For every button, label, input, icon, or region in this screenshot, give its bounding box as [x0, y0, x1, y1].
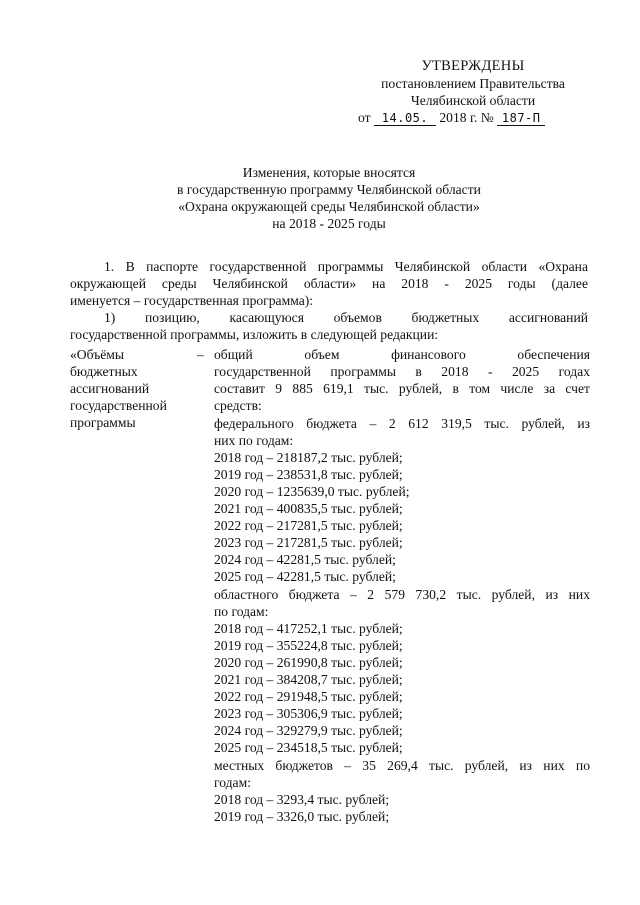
regional-year-2018: 2018 год – 417252,1 тыс. рублей; — [214, 621, 403, 636]
paragraph-1 — [70, 258, 588, 309]
approval-block — [358, 58, 588, 126]
from-label: от — [358, 110, 371, 125]
regional-year-2024: 2024 год – 329279,9 тыс. рублей; — [214, 723, 403, 738]
left-line-3: ассигнований — [70, 381, 150, 396]
federal-year-2020: 2020 год – 1235639,0 тыс. рублей; — [214, 484, 410, 499]
federal-year-2022: 2022 год – 217281,5 тыс. рублей; — [214, 518, 403, 533]
federal-year-2023: 2023 год – 217281,5 тыс. рублей; — [214, 535, 403, 550]
heading-line-2: в государственную программу Челябинской области — [177, 182, 481, 197]
regional-year-2019: 2019 год – 355224,8 тыс. рублей; — [214, 638, 403, 653]
approval-date: 14.05. — [374, 112, 436, 126]
para1-line-3: именуется – государственная программа): — [70, 293, 314, 308]
regional-year-2023: 2023 год – 305306,9 тыс. рублей; — [214, 706, 403, 721]
approval-date-line — [358, 109, 588, 126]
table-dash: – — [197, 347, 204, 362]
heading-line-3: «Охрана окружающей среды Челябинской области» — [178, 199, 480, 214]
regional-line-1: областного бюджета – 2 579 730,2 тыс. рублей, из них — [214, 587, 590, 602]
federal-year-2024: 2024 год – 42281,5 тыс. рублей; — [214, 552, 396, 567]
heading-line-1: Изменения, которые вносятся — [242, 165, 416, 180]
local-year-2018: 2018 год – 3293,4 тыс. рублей; — [214, 792, 390, 807]
local-line-2: годам: — [214, 775, 251, 790]
total-line-3: составит 9 885 619,1 тыс. рублей, в том числе за счет — [214, 381, 590, 396]
para1-line-2: окружающей среды Челябинской области» на 2018 - 2025 годы (далее — [70, 276, 588, 291]
approval-number: 187-П — [497, 112, 545, 126]
regional-year-2025: 2025 год – 234518,5 тыс. рублей; — [214, 740, 403, 755]
document-heading — [70, 164, 588, 232]
federal-year-2025: 2025 год – 42281,5 тыс. рублей; — [214, 569, 396, 584]
federal-year-2018: 2018 год – 218187,2 тыс. рублей; — [214, 450, 403, 465]
federal-line-2: них по годам: — [214, 433, 294, 448]
left-line-5: программы — [70, 415, 136, 430]
table-right-column — [214, 346, 590, 825]
approval-line-1: постановлением Правительства — [381, 76, 565, 91]
regional-line-2: по годам: — [214, 604, 269, 619]
left-line-2: бюджетных — [70, 364, 138, 379]
paragraph-2 — [70, 309, 588, 343]
total-line-2: государственной программы в 2018 - 2025 годах — [214, 364, 590, 379]
federal-year-2021: 2021 год – 400835,5 тыс. рублей; — [214, 501, 403, 516]
heading-line-4: на 2018 - 2025 годы — [272, 216, 386, 231]
left-line-1: «Объёмы — [70, 347, 124, 362]
local-year-2019: 2019 год – 3326,0 тыс. рублей; — [214, 809, 390, 824]
para2-line-2: государственной программы, изложить в следующей редакции: — [70, 327, 439, 342]
local-line-1: местных бюджетов – 35 269,4 тыс. рублей, из них по — [214, 758, 590, 773]
regional-year-2022: 2022 год – 291948,5 тыс. рублей; — [214, 689, 403, 704]
regional-year-2020: 2020 год – 261990,8 тыс. рублей; — [214, 655, 403, 670]
left-line-4: государственной — [70, 398, 167, 413]
para1-line-1: 1. В паспорте государственной программы Челябинской области «Охрана — [104, 259, 588, 274]
approval-line-2: Челябинской области — [410, 93, 536, 108]
para2-line-1: 1) позицию, касающуюся объемов бюджетных ассигнований — [104, 310, 588, 325]
total-line-1: общий объем финансового обеспечения — [214, 347, 590, 362]
table-left-column — [70, 346, 205, 431]
regional-year-2021: 2021 год – 384208,7 тыс. рублей; — [214, 672, 403, 687]
federal-line-1: федерального бюджета – 2 612 319,5 тыс. рублей, из — [214, 416, 590, 431]
total-line-4: средств: — [214, 398, 262, 413]
approval-title: УТВЕРЖДЕНЫ — [421, 58, 525, 74]
year-number-label: 2018 г. № — [439, 110, 494, 125]
federal-year-2019: 2019 год – 238531,8 тыс. рублей; — [214, 467, 403, 482]
